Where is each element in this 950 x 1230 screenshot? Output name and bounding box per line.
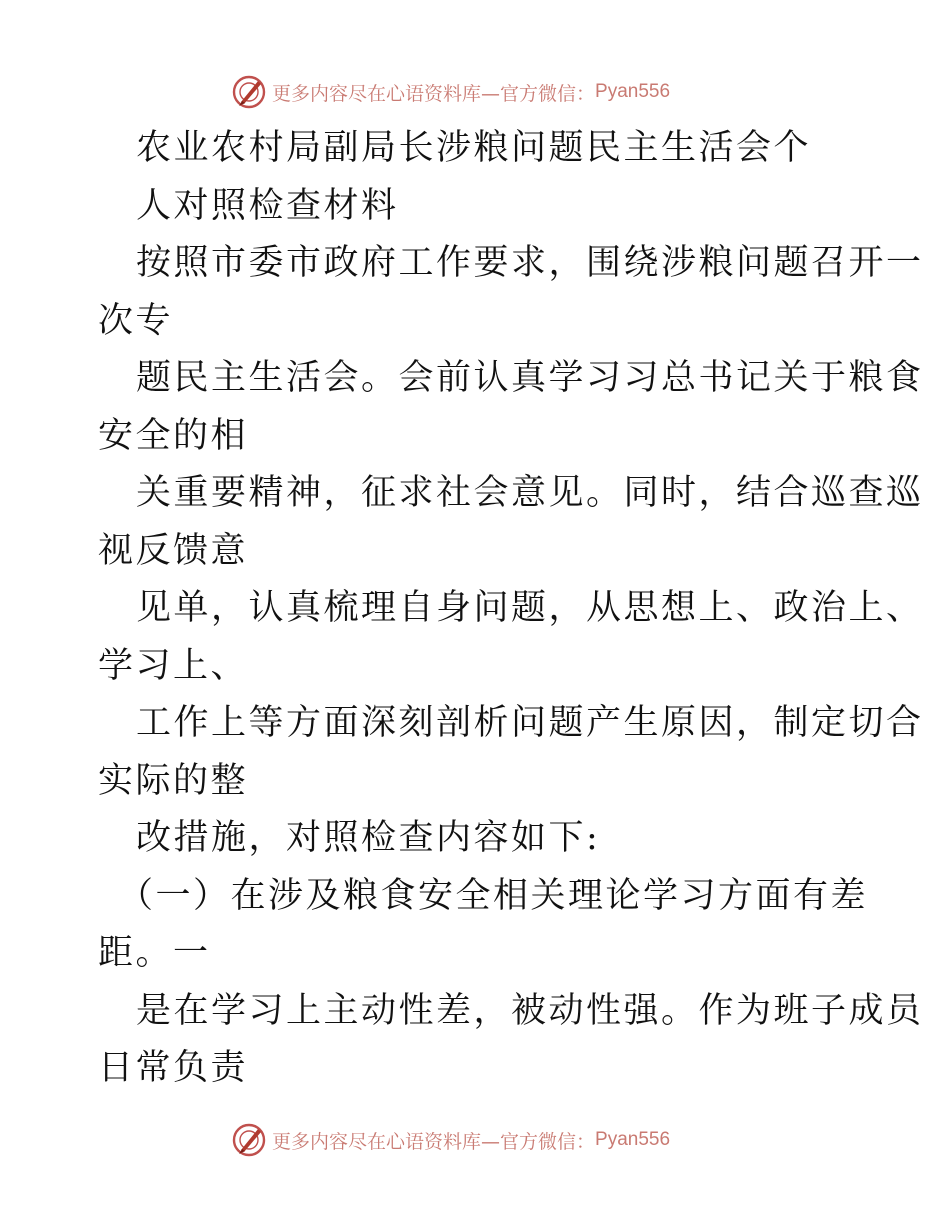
text-line: 距。一 — [98, 933, 211, 973]
text-line: 改措施，对照检查内容如下: — [136, 818, 601, 858]
banner-contact: Pyan556 — [595, 81, 671, 102]
text-line: 实际的整 — [98, 760, 249, 801]
text-line: 按照市委市政府工作要求，围绕涉粮问题召开一 — [136, 243, 924, 283]
text-line: 安全的相 — [98, 415, 249, 456]
text-line: 见单，认真梳理自身问题，从思想上、政治上、 — [136, 588, 924, 628]
text-line: 日常负责 — [98, 1048, 249, 1088]
text-line: （一）在涉及粮食安全相关理论学习方面有差 — [118, 875, 869, 916]
footer-banner — [232, 1120, 670, 1160]
quill-pen-circle-icon — [232, 75, 266, 109]
text-line: 视反馈意 — [98, 530, 249, 571]
text-line: 题民主生活会。会前认真学习习总书记关于粮食 — [136, 358, 924, 398]
text-line: 是在学习上主动性差，被动性强。作为班子成员 — [136, 990, 924, 1031]
text-line: 学习上、 — [98, 645, 249, 686]
banner-contact: Pyan556 — [595, 1129, 671, 1150]
text-line: 次专 — [98, 300, 174, 341]
text-line: 工作上等方面深刻剖析问题产生原因，制定切合 — [136, 703, 924, 743]
banner-text: 更多内容尽在心语资料库—官方微信： — [272, 82, 596, 105]
quill-pen-circle-icon — [232, 1123, 266, 1157]
text-line: 关重要精神，征求社会意见。同时，结合巡查巡 — [136, 473, 924, 513]
document-body — [98, 120, 924, 1098]
banner-text: 更多内容尽在心语资料库—官方微信： — [272, 1130, 596, 1153]
header-banner — [232, 72, 670, 112]
text-line: 人对照检查材料 — [136, 185, 399, 226]
text-line: 农业农村局副局长涉粮问题民主生活会个 — [136, 128, 812, 168]
